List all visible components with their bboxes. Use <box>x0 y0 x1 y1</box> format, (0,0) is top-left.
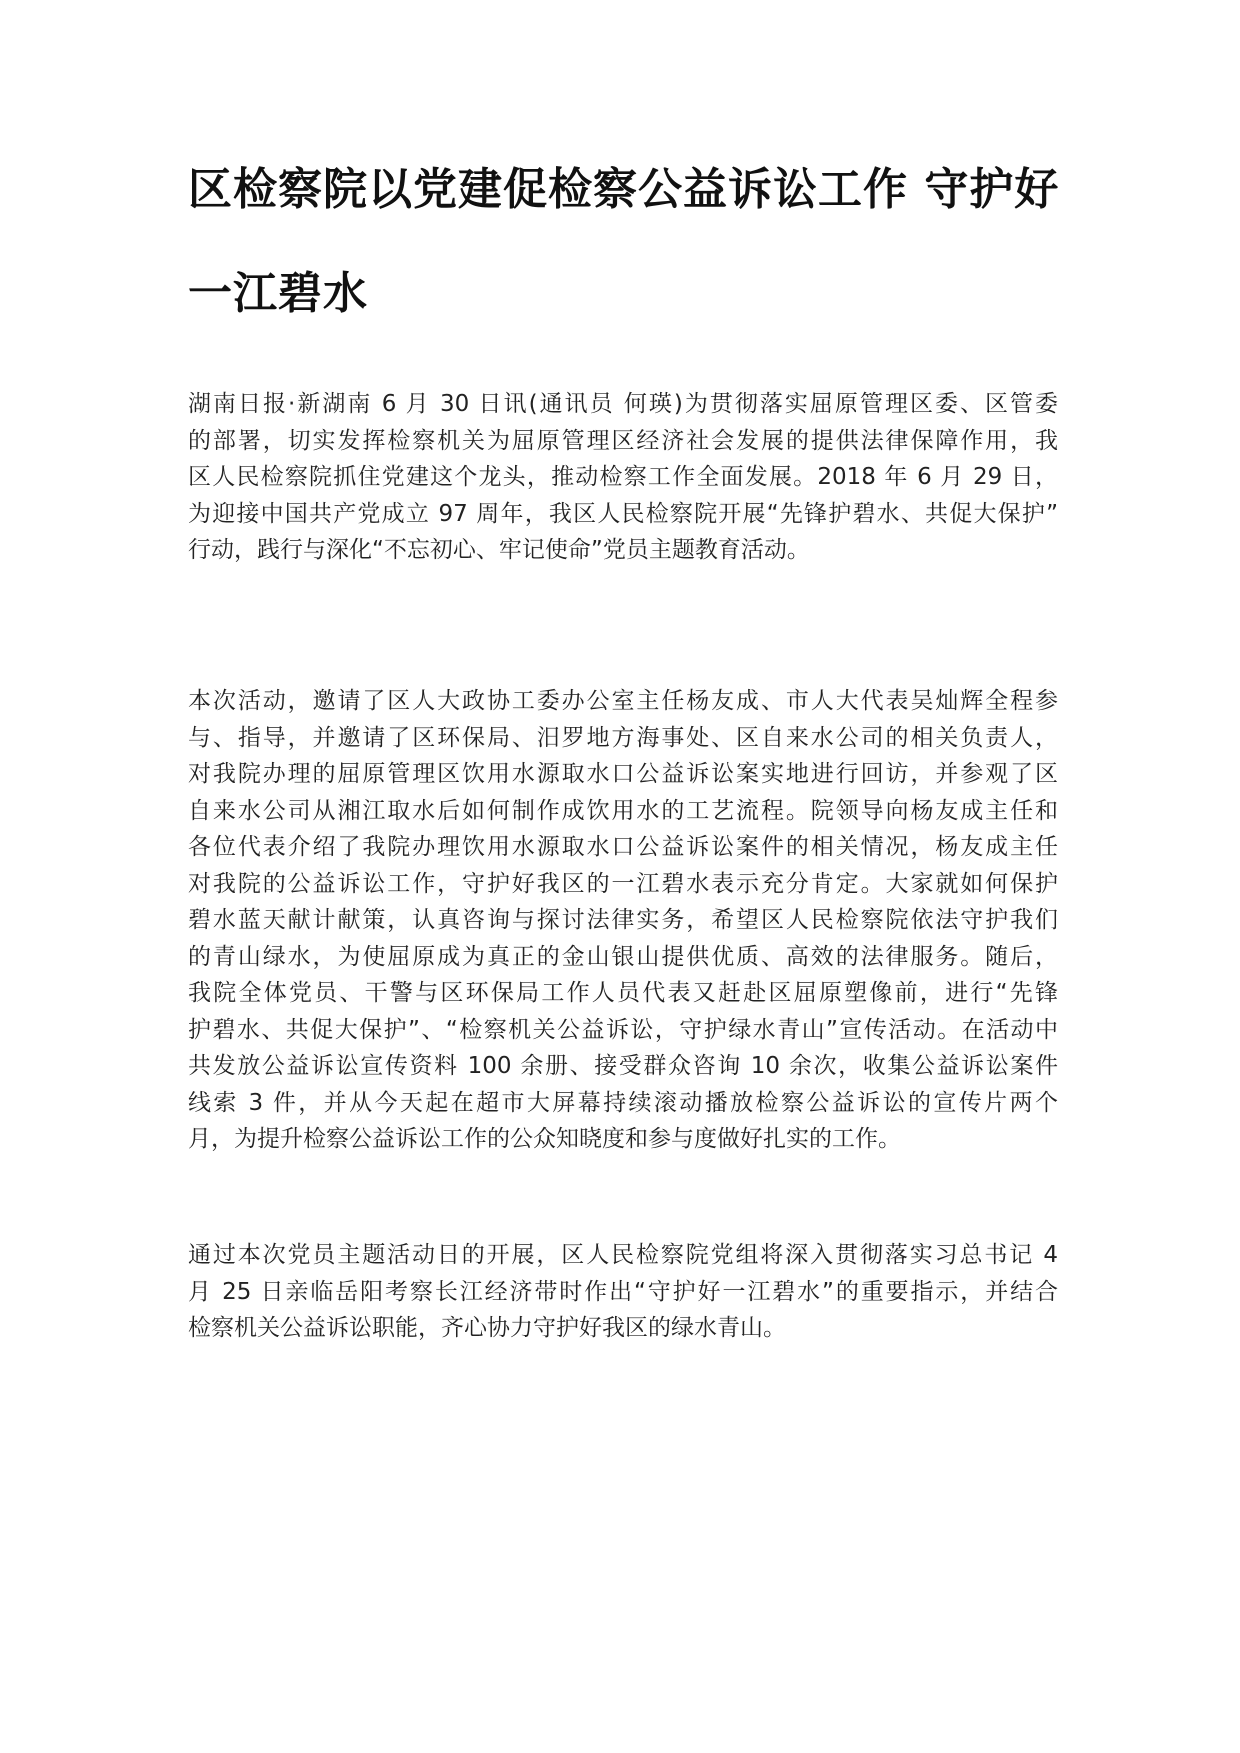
article-paragraph-intro <box>188 386 1058 569</box>
paragraph-line: 碧水蓝天献计献策，认真咨询与探讨法律实务，希望区人民检察院依法守护我们 <box>188 907 1058 933</box>
article-title-line: 区检察院以党建促检察公益诉讼工作 守护好 <box>188 164 1060 215</box>
article-title <box>188 164 1068 346</box>
article-title-line: 一江碧水 <box>188 268 368 319</box>
paragraph-line: 行动，践行与深化“不忘初心、牢记使命”党员主题教育活动。 <box>188 537 810 563</box>
paragraph-line: 通过本次党员主题活动日的开展，区人民检察院党组将深入贯彻落实习总书记 4 <box>188 1242 1058 1268</box>
paragraph-line: 对我院办理的屈原管理区饮用水源取水口公益诉讼案实地进行回访，并参观了区 <box>188 761 1058 787</box>
paragraph-line: 的部署，切实发挥检察机关为屈原管理区经济社会发展的提供法律保障作用，我 <box>188 427 1058 454</box>
paragraph-line: 共发放公益诉讼宣传资料 100 余册、接受群众咨询 10 余次，收集公益诉讼案件 <box>188 1053 1058 1079</box>
article-paragraph-activity <box>188 683 1058 1158</box>
paragraph-line: 的青山绿水，为使屈原成为真正的金山银山提供优质、高效的法律服务。随后， <box>188 943 1058 970</box>
paragraph-line: 月，为提升检察公益诉讼工作的公众知晓度和参与度做好扎实的工作。 <box>188 1126 901 1152</box>
paragraph-line: 对我院的公益诉讼工作，守护好我区的一江碧水表示充分肯定。大家就如何保护 <box>188 870 1058 897</box>
paragraph-line: 各位代表介绍了我院办理饮用水源取水口公益诉讼案件的相关情况，杨友成主任 <box>188 834 1058 860</box>
paragraph-line: 线索 3 件，并从今天起在超市大屏幕持续滚动播放检察公益诉讼的宣传片两个 <box>188 1089 1058 1116</box>
paragraph-line: 护碧水、共促大保护”、“检察机关公益诉讼，守护绿水青山”宣传活动。在活动中 <box>188 1016 1058 1043</box>
article-paragraph-conclusion <box>188 1237 1058 1347</box>
paragraph-line: 检察机关公益诉讼职能，齐心协力守护好我区的绿水青山。 <box>188 1315 786 1341</box>
paragraph-line: 我院全体党员、干警与区环保局工作人员代表又赶赴区屈原塑像前，进行“先锋 <box>188 980 1058 1006</box>
paragraph-line: 月 25 日亲临岳阳考察长江经济带时作出“守护好一江碧水”的重要指示，并结合 <box>188 1278 1058 1305</box>
paragraph-line: 与、指导，并邀请了区环保局、汨罗地方海事处、区自来水公司的相关负责人， <box>188 724 1058 751</box>
paragraph-line: 自来水公司从湘江取水后如何制作成饮用水的工艺流程。院领导向杨友成主任和 <box>188 797 1058 824</box>
paragraph-line: 本次活动，邀请了区人大政协工委办公室主任杨友成、市人大代表吴灿辉全程参 <box>188 688 1058 714</box>
paragraph-line: 为迎接中国共产党成立 97 周年，我区人民检察院开展“先锋护碧水、共促大保护” <box>188 500 1058 527</box>
paragraph-line: 湖南日报·新湖南 6 月 30 日讯(通讯员 何瑛)为贯彻落实屈原管理区委、区管委 <box>188 391 1058 417</box>
paragraph-line: 区人民检察院抓住党建这个龙头，推动检察工作全面发展。2018 年 6 月 29 日， <box>188 464 1058 490</box>
